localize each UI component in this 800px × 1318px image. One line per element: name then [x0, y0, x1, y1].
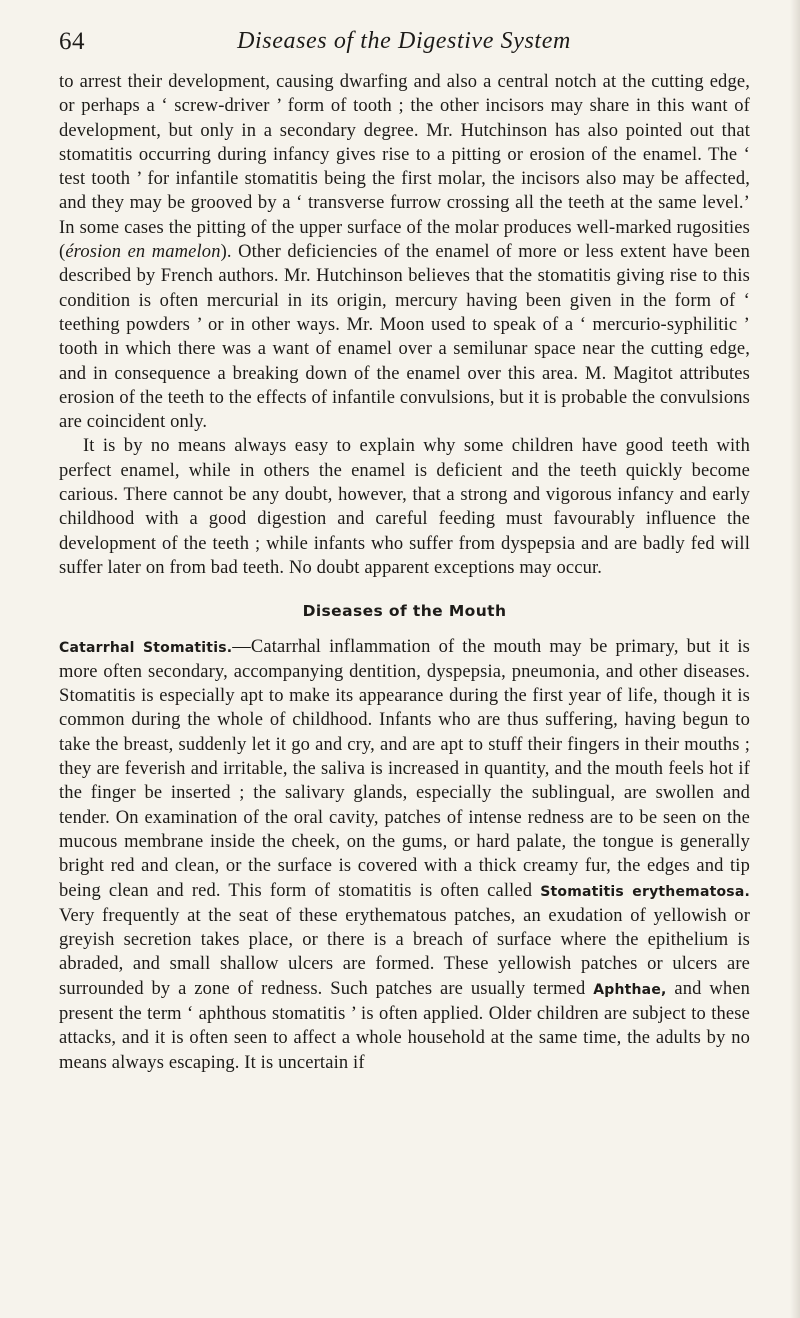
italic-term: érosion en mamelon	[65, 242, 221, 263]
page-number: 64	[59, 28, 85, 55]
bold-term-aphthae: Aphthae,	[593, 981, 667, 998]
running-title: Diseases of the Digestive System	[237, 28, 571, 54]
paragraph-good-teeth	[59, 434, 750, 580]
paragraph-text: It is by no means always easy to explain why some children have good teeth with perfect enamel, while in others the enamel is deficient and the teeth quickly become carious. There cannot be any doubt, however, that a strong and vigorous infancy and early childhood with a good digestion and careful feeding must favourably influence the development of the teeth ; while infants who suffer from dyspepsia and are badly fed will suffer later on from bad teeth. No doubt apparent exceptions may occur.	[59, 436, 750, 578]
body-text	[59, 70, 750, 1075]
run-in-heading: Catarrhal Stomatitis.	[59, 639, 233, 656]
running-head	[59, 28, 749, 64]
section-heading: Diseases of the Mouth	[302, 602, 507, 621]
paragraph-dental-enamel	[59, 70, 750, 434]
paragraph-text: to arrest their development, causing dwarfing and also a central notch at the cutting edge, or perhaps a ‘ screw-driver ’ form of tooth ; the other incisors may share in this want of development, but only in a secondary degree. Mr. Hutchinson has also pointed out that stomatitis occurring during infancy gives rise to a pitting or erosion of the enamel. The ‘ test tooth ’ for infantile stomatitis being the first molar, the incisors also may be affected, and they may be grooved by a ‘ transverse furrow crossing all the teeth at the same level.’ In some cases the pitting of the upper surface of the molar produces well-marked rugosities (	[59, 72, 750, 263]
paragraph-text: and when present the term ‘ aphthous stomatitis ’ is often applied. Older children are subject to these attacks, and it is often seen to affect a whole household at the same time, the adults by no means always escaping. It is uncertain if	[59, 978, 750, 1073]
paragraph-text: —Catarrhal inflammation of the mouth may be primary, but it is more often secondary, accompanying dentition, dyspepsia, pneumonia, and other diseases. Stomatitis is especially apt to make its appearance during the first year of life, though it is common during the whole of childhood. Infants who are thus suffering, having begun to take the breast, suddenly let it go and cry, and are apt to stuff their fingers in their mouths ; they are feverish and irritable, the saliva is increased in quantity, and the mouth feels hot if the finger be inserted ; the salivary glands, especially the sublingual, are swollen and tender. On examination of the oral cavity, patches of intense redness are to be seen on the mucous membrane inside the cheek, on the gums, or hard palate, the tongue is generally bright red and clean, or the surface is covered with a thick creamy fur, the edges and tip being clean and red. This form of stomatitis is often called	[59, 636, 750, 901]
paragraph-catarrhal-stomatitis	[59, 635, 750, 1075]
paragraph-text: Very frequently at the seat of these erythematous patches, an exudation of yellowish or greyish secretion takes place, or there is a breach of surface where the epithelium is abraded, and small shallow ulcers are formed. These yellowish patches or ulcers are surrounded by a zone of redness. Such patches are usually termed	[59, 905, 750, 999]
paragraph-text: ). Other deficiencies of the enamel of more or less extent have been described by French authors. Mr. Hutchinson believes that the stomatitis giving rise to this condition is often mercurial in its origin, mercury having been given in the form of ‘ teething powders ’ or in other ways. Mr. Moon used to speak of a ‘ mercurio-syphilitic ’ tooth in which there was a want of enamel over a semilunar space near the cutting edge, and in consequence a breaking down of the enamel over this area. M. Magitot attributes erosion of the teeth to the effects of infantile convulsions, but it is probable the convulsions are coincident only.	[59, 242, 750, 433]
bold-term-stomatitis-erythematosa: Stomatitis erythematosa.	[540, 883, 751, 900]
page-edge-shadow	[790, 0, 800, 1318]
